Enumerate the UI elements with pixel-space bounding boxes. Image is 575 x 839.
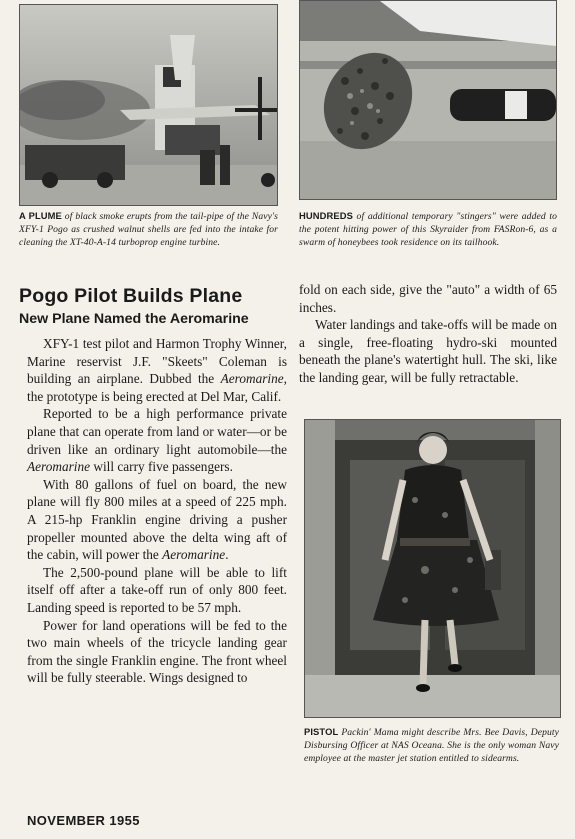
article-left-column [27, 335, 287, 687]
text-run: , the prototype is being erected at Del Mar, Calif. [27, 371, 287, 404]
text-run: Reported to be a high performance private plane that can operate from land or water—or be driven like an ordinary light automobile—the [27, 406, 287, 457]
article-subhead: New Plane Named the Aeromarine [19, 311, 249, 327]
issue-date: NOVEMBER 1955 [27, 813, 140, 828]
skyraider-tailhook-photo [299, 0, 557, 200]
caption-pistol [304, 725, 559, 765]
pistol-woman-photo [304, 419, 561, 718]
article-paragraph: Water landings and take-offs will be made on a single, free-floating hydro-ski mounted beneath the plane's watertight hull. The ski, like the landing gear, will be fully retractable. [299, 317, 557, 385]
article-paragraph [27, 617, 287, 687]
article-paragraph [27, 564, 287, 617]
caption-lead: A PLUME [19, 210, 62, 221]
caption-text: of black smoke erupts from the tail-pipe of the Navy's XFY-1 Pogo as crushed walnut shells are fed into the intake for cleaning the XT-40-A-14 turboprop engine turbine. [19, 211, 278, 248]
text-run-italic: Aeromarine [162, 547, 226, 563]
pogo-aircraft-photo [19, 4, 278, 206]
text-run: With 80 gallons of fuel on board, the new plane will fly 800 miles at a speed of 225 mph. A 215-hp Franklin engine driving a pusher propeller mounted above the delta wing aft of the cabin, will power the [27, 476, 287, 563]
article-paragraph [27, 405, 287, 475]
article-right-column [299, 281, 557, 387]
tailhook-bees-photo-image [300, 1, 556, 199]
text-run-italic: Aeromarine [220, 371, 284, 387]
article-paragraph [27, 476, 287, 564]
caption-text: Packin' Mama might describe Mrs. Bee Davis, Deputy Disbursing Officer at NAS Oceana. She is the only woman Navy employee at the master jet station entitled to sidearms. [304, 727, 559, 764]
caption-lead: HUNDREDS [299, 210, 353, 221]
article-headline: Pogo Pilot Builds Plane [19, 285, 243, 307]
article-paragraph: fold on each side, give the "auto" a width of 65 inches. [299, 282, 557, 315]
caption-text: of additional temporary "stingers" were added to the potent hitting power of this Skyraider from FASRon-6, as a swarm of honeybees took residence on its tailhook. [299, 211, 557, 248]
caption-plume [19, 209, 278, 249]
text-run-italic: Aeromarine [27, 459, 91, 475]
text-run: Power for land operations will be fed to the two main wheels of the tricycle landing gear from the single Franklin engine. The front wheel will be fully steerable. Wings designed to [27, 617, 287, 686]
text-run: XFY-1 test pilot and Harmon Trophy Winner, Marine reservist J.F. "Skeets" Coleman is building an airplane. Dubbed the [27, 336, 287, 387]
caption-hundreds [299, 209, 557, 249]
text-run: The 2,500-pound plane will be able to lift itself off after a take-off run of only 800 feet. Landing speed is reported to be 57 mph. [27, 564, 287, 615]
aircraft-photo-image [20, 5, 277, 205]
text-run: will carry five passengers. [90, 459, 233, 475]
caption-lead: PISTOL [304, 726, 339, 737]
article-paragraph [27, 335, 287, 405]
text-run: . [225, 547, 229, 563]
woman-photo-image [305, 420, 560, 717]
